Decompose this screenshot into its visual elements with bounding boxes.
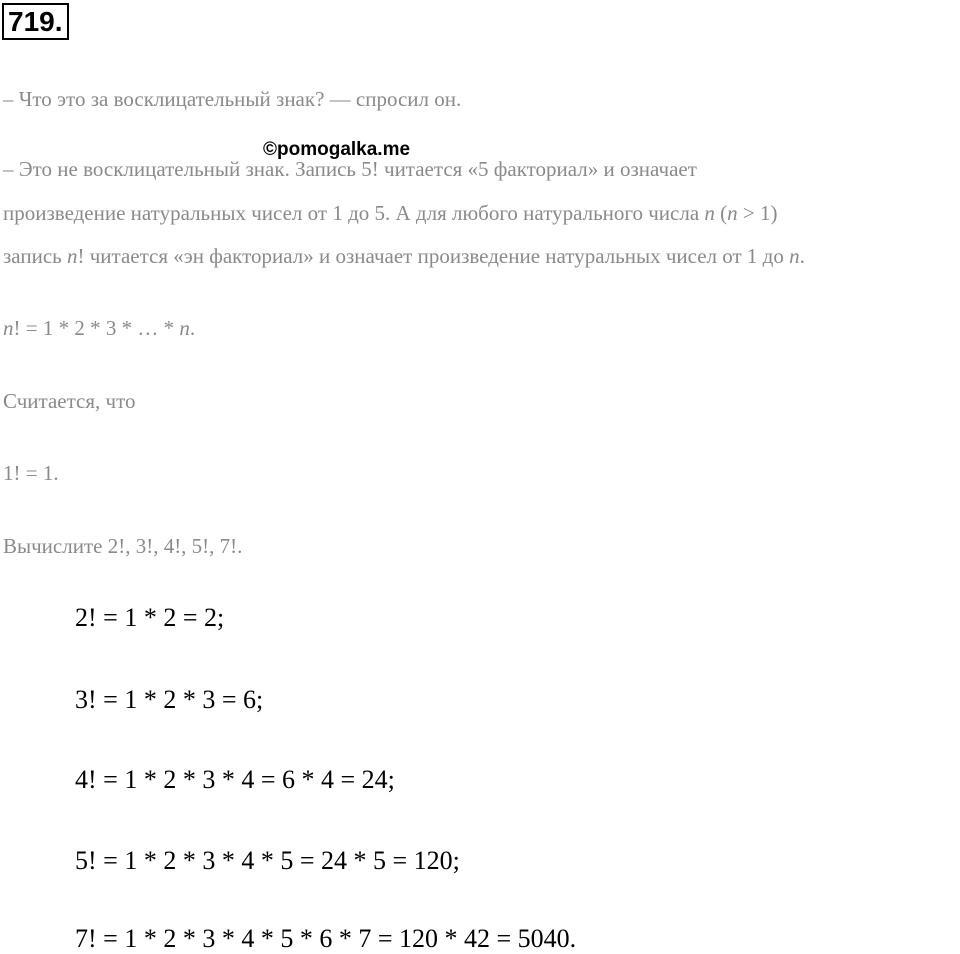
question-text: – Что это за восклицательный знак? — спросил он. bbox=[3, 87, 462, 111]
problem-number: 719. bbox=[2, 3, 69, 40]
watermark: ©pomogalka.me bbox=[263, 139, 411, 160]
answer-line-2-part-c: > 1) bbox=[737, 201, 778, 225]
answer-line-2-part-a: произведение натуральных чисел от 1 до 5. А для любого натурального числа bbox=[3, 201, 705, 225]
answer-line-3-variable: n bbox=[66, 244, 78, 268]
formula-variable: n bbox=[3, 316, 14, 340]
task-text: Вычислите 2!, 3!, 4!, 5!, 7!. bbox=[3, 534, 243, 558]
formula-variable: n bbox=[179, 316, 190, 340]
solution-4-factorial: 4! = 1 * 2 * 3 * 4 = 6 * 4 = 24; bbox=[75, 765, 395, 794]
answer-line-2-part-b: ( bbox=[714, 201, 728, 225]
answer-line-2-variable: n bbox=[704, 201, 715, 225]
answer-line-3-part-c: . bbox=[799, 244, 805, 268]
answer-line-2-variable: n bbox=[727, 201, 738, 225]
answer-line-3-part-b: ! читается «эн факториал» и означает произведение натуральных чисел от 1 до bbox=[77, 244, 790, 268]
answer-line-2 bbox=[3, 201, 778, 226]
answer-line-3-part-a: запись bbox=[3, 244, 67, 268]
solution-3-factorial: 3! = 1 * 2 * 3 = 6; bbox=[75, 685, 264, 714]
answer-line-3 bbox=[3, 244, 805, 269]
solution-2-factorial: 2! = 1 * 2 = 2; bbox=[75, 603, 225, 632]
one-factorial: 1! = 1. bbox=[3, 461, 59, 485]
considered-text: Считается, что bbox=[3, 389, 136, 413]
formula-end: . bbox=[189, 316, 196, 340]
solution-5-factorial: 5! = 1 * 2 * 3 * 4 * 5 = 24 * 5 = 120; bbox=[75, 846, 460, 875]
answer-line-3-variable: n bbox=[789, 244, 800, 268]
formula-body: ! = 1 * 2 * 3 * … * bbox=[13, 316, 180, 340]
factorial-formula bbox=[3, 316, 195, 341]
answer-line-1: – Это не восклицательный знак. Запись 5! читается «5 факториал» и означает bbox=[3, 157, 697, 181]
solution-7-factorial: 7! = 1 * 2 * 3 * 4 * 5 * 6 * 7 = 120 * 42 = 5040. bbox=[75, 924, 577, 953]
